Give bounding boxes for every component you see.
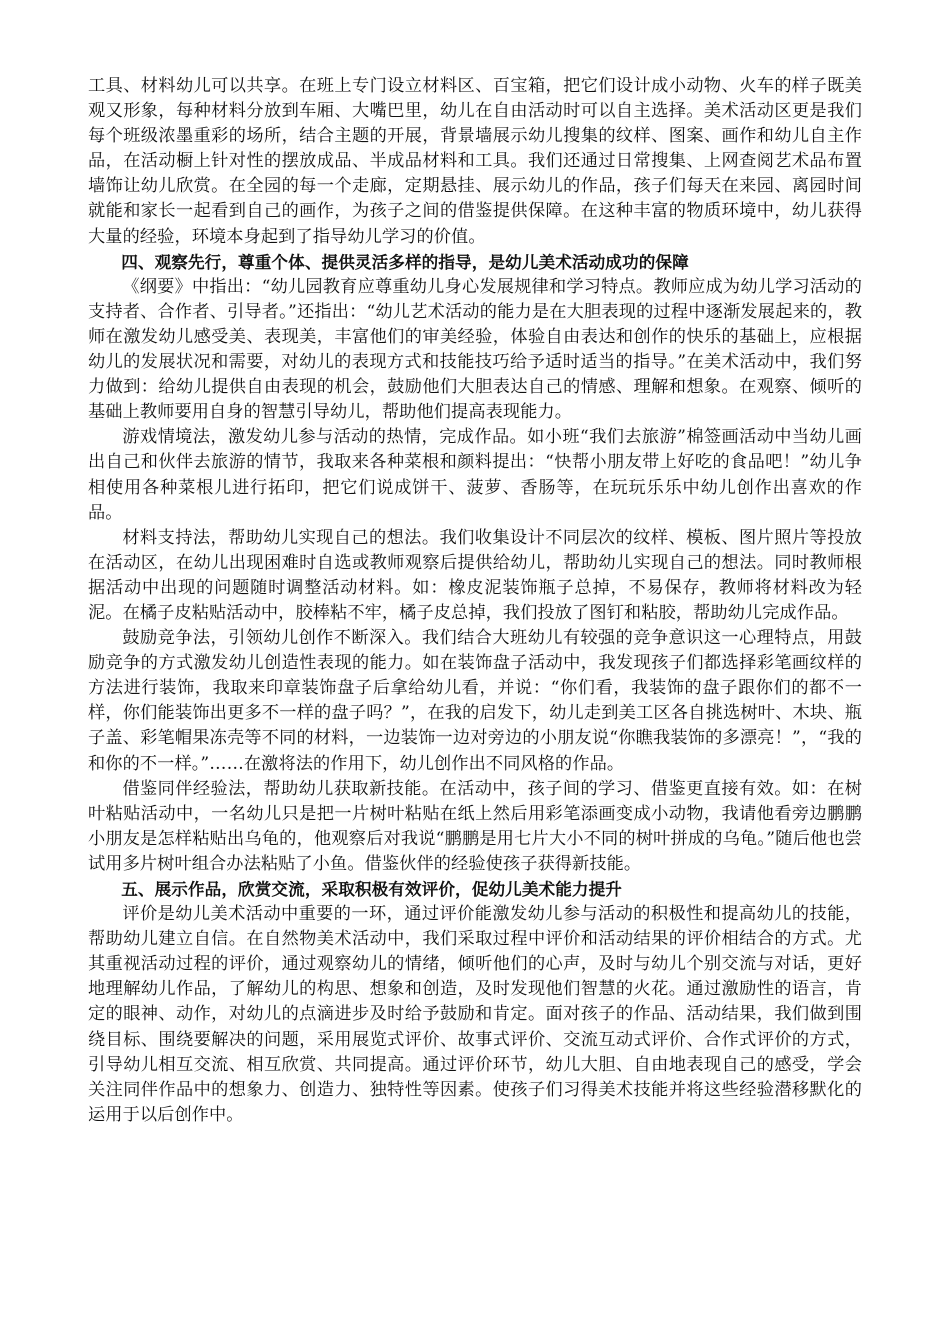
paragraph-game-situation-method: 游戏情境法，激发幼儿参与活动的热情，完成作品。如小班“我们去旅游”棉签画活动中当幼儿画出自己和伙伴去旅游的情节，我取来各种菜根和颜料提出：“快帮小朋友带上好吃的食品吧！”幼儿争相使用各种菜根儿进行拓印，把它们说成饼干、菠萝、香肠等，在玩玩乐乐中幼儿创作出喜欢的作品。 [88, 427, 862, 523]
paragraph-materials-environment: 工具、材料幼儿可以共享。在班上专门设立材料区、百宝箱，把它们设计成小动物、火车的样子既美观又形象，每种材料分放到车厢、大嘴巴里，幼儿在自由活动时可以自主选择。美术活动区更是我们每个班级浓墨重彩的场所，结合主题的开展，背景墙展示幼儿搜集的纹样、图案、画作和幼儿自主作品，在活动橱上针对性的摆放成品、半成品材料和工具。我们还通过日常搜集、上网查阅艺术品布置墙饰让幼儿欣赏。在全园的每一个走廊，定期悬挂、展示幼儿的作品，孩子们每天在来园、离园时间就能和家长一起看到自己的画作，为孩子之间的借鉴提供保障。在这种丰富的物质环境中，幼儿获得大量的经验，环境本身起到了指导幼儿学习的价值。 [88, 76, 862, 247]
paragraph-material-support-method: 材料支持法，帮助幼儿实现自己的想法。我们收集设计不同层次的纹样、模板、图片照片等投放在活动区，在幼儿出现困难时自选或教师观察后提供给幼儿，帮助幼儿实现自己的想法。同时教师根据活动中出现的问题随时调整活动材料。如：橡皮泥装饰瓶子总掉，不易保存，教师将材料改为轻泥。在橘子皮粘贴活动中，胶棒粘不牢，橘子皮总掉，我们投放了图钉和粘胶，帮助幼儿完成作品。 [88, 527, 862, 623]
section-heading-5: 五、展示作品，欣赏交流，采取积极有效评价，促幼儿美术能力提升 [121, 880, 622, 899]
paragraph-peer-experience-method: 借鉴同伴经验法，帮助幼儿获取新技能。在活动中，孩子间的学习、借鉴更直接有效。如：在树叶粘贴活动中，一名幼儿只是把一片树叶粘贴在纸上然后用彩笔添画变成小动物，我请他看旁边鹏鹏小朋友是怎样粘贴出乌龟的，他观察后对我说“鹏鹏是用七片大小不同的树叶拼成的乌龟。”随后他也尝试用多片树叶组合办法粘贴了小鱼。借鉴伙伴的经验使孩子获得新技能。 [88, 778, 862, 874]
paragraph-guideline-quote: 《纲要》中指出：“幼儿园教育应尊重幼儿身心发展规律和学习特点。教师应成为幼儿学习活动的支持者、合作者、引导者。”还指出：“幼儿艺术活动的能力是在大胆表现的过程中逐渐发展起来的，教师在激发幼儿感受美、表现美，丰富他们的审美经验，体验自由表达和创作的快乐的基础上，应根据幼儿的发展状况和需要，对幼儿的表现方式和技能技巧给予适时适当的指导。”在美术活动中，我们努力做到：给幼儿提供自由表现的机会，鼓励他们大胆表达自己的情感、理解和想象。在观察、倾听的基础上教师要用自身的智慧引导幼儿，帮助他们提高表现能力。 [88, 276, 862, 423]
document-page [88, 74, 862, 1128]
section-heading-4: 四、观察先行，尊重个体、提供灵活多样的指导，是幼儿美术活动成功的保障 [121, 252, 689, 272]
paragraph-encourage-competition-method: 鼓励竞争法，引领幼儿创作不断深入。我们结合大班幼儿有较强的竞争意识这一心理特点，用鼓励竞争的方式激发幼儿创造性表现的能力。如在装饰盘子活动中，我发现孩子们都选择彩笔画纹样的方法进行装饰，我取来印章装饰盘子后拿给幼儿看，并说：“你们看，我装饰的盘子跟你们的都不一样，你们能装饰出更多不一样的盘子吗？”，在我的启发下，幼儿走到美工区各自挑选树叶、木块、瓶子盖、彩笔帽果冻壳等不同的材料，一边装饰一边对旁边的小朋友说“你瞧我装饰的多漂亮！”，“我的和你的不一样。”……在激将法的作用下，幼儿创作出不同风格的作品。 [88, 628, 862, 774]
paragraph-evaluation: 评价是幼儿美术活动中重要的一环，通过评价能激发幼儿参与活动的积极性和提高幼儿的技能，帮助幼儿建立自信。在自然物美术活动中，我们采取过程中评价和活动结果的评价相结合的方式。尤其重视活动过程的评价，通过观察幼儿的情绪，倾听他们的心声，及时与幼儿个别交流与对话，更好地理解幼儿作品，了解幼儿的构思、想象和创造，及时发现他们智慧的火花。通过激励性的语言，肯定的眼神、动作，对幼儿的点滴进步及时给予鼓励和肯定。面对孩子的作品、活动结果，我们做到围绕目标、围绕要解决的问题，采用展览式评价、故事式评价、交流互动式评价、合作式评价的方式，引导幼儿相互交流、相互欣赏、共同提高。通过评价环节，幼儿大胆、自由地表现自己的感受，学会关注同伴作品中的想象力、创造力、独特性等因素。使孩子们习得美术技能并将这些经验潜移默化的运用于以后创作中。 [88, 904, 862, 1125]
